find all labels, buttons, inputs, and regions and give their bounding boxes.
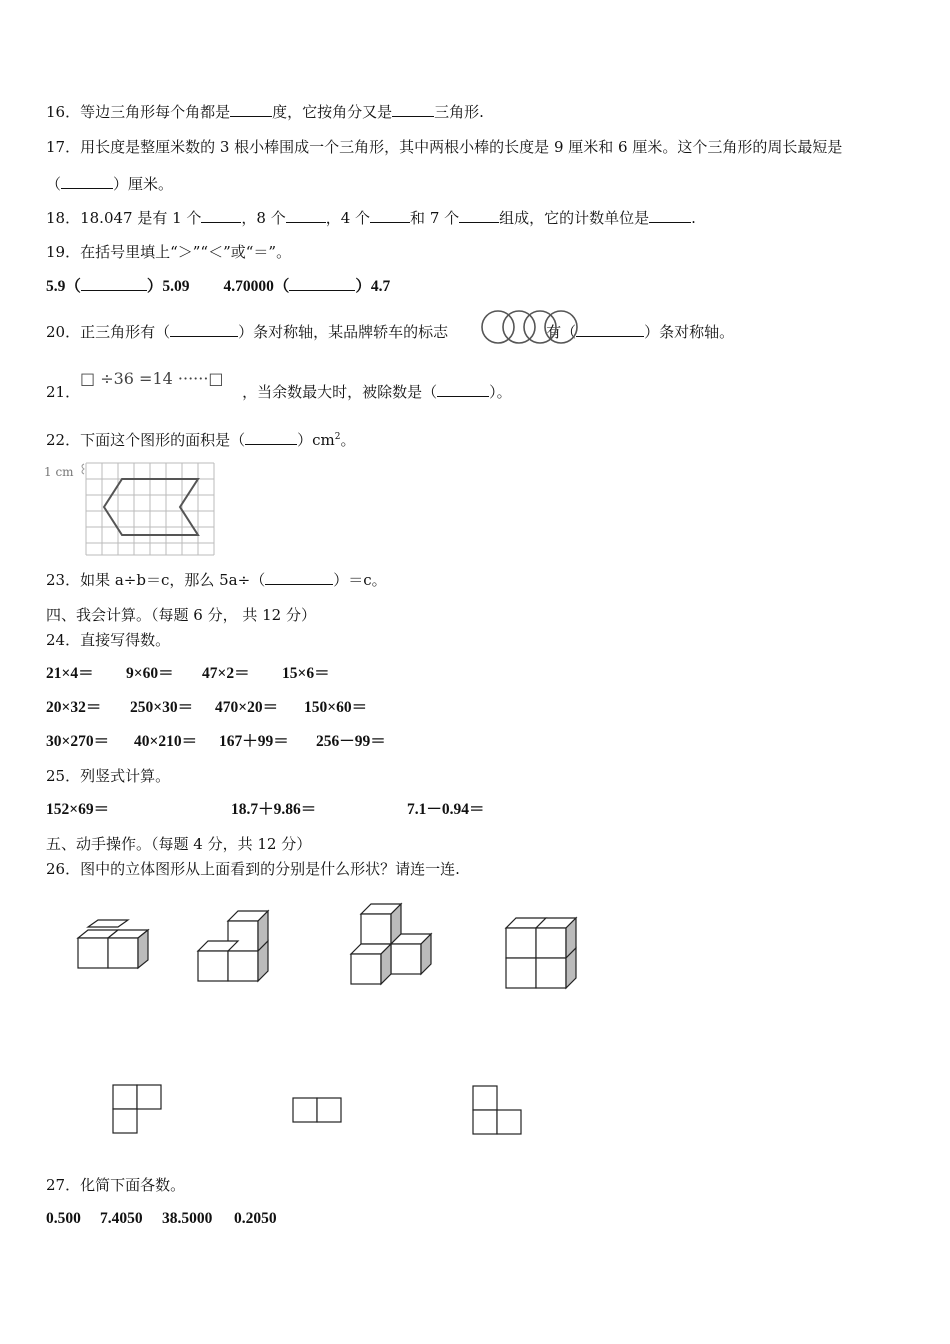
question-19-compare: 5.9（ ）5.09 4.70000（ ）4.7 — [46, 278, 391, 295]
question-22: 22．下面这个图形的面积是（ ）$cm^2$。 — [46, 431, 356, 449]
question-23: 23．如果 a÷b＝c，那么 5a÷（ ）＝c。 — [46, 571, 387, 589]
answer-blank[interactable] — [392, 102, 434, 117]
question-21: 21． ，当余数最大时，被除数是（ ）。 — [46, 383, 512, 401]
solid-figure-1[interactable] — [70, 920, 155, 985]
question-19: 19．在括号里填上“＞”“＜”或“＝”。 — [46, 243, 292, 261]
area-grid-figure — [78, 460, 218, 558]
answer-blank[interactable] — [201, 208, 241, 223]
calc-row: 20×32＝ 250×30＝ 470×20＝ 150×60＝ — [46, 699, 368, 716]
top-view-shape-3[interactable] — [470, 1083, 525, 1138]
question-26: 26．图中的立体图形从上面看到的分别是什么形状？请连一连. — [46, 860, 460, 878]
section-5-heading: 五、动手操作。（每题 4 分，共 12 分） — [46, 835, 312, 853]
question-18: 18．18.047 是有 1 个 ，8 个 ，4 个 和 7 个 组成，它的计数单位是 . — [46, 209, 696, 227]
calc-row: 30×270＝ 40×210＝ 167＋99＝ 256－99＝ — [46, 733, 386, 750]
question-24-title: 24．直接写得数。 — [46, 631, 171, 649]
question-17: 17．用长度是整厘米数的 3 根小棒围成一个三角形，其中两根小棒的长度是 9 厘米和 6 厘米。这个三角形的周长最短是 — [46, 138, 843, 156]
answer-blank[interactable] — [576, 322, 644, 337]
division-formula: □ ÷36 =14 ······□ — [80, 369, 224, 388]
answer-blank[interactable] — [459, 208, 499, 223]
answer-blank[interactable] — [230, 102, 272, 117]
answer-blank[interactable] — [81, 276, 147, 291]
answer-blank[interactable] — [170, 322, 238, 337]
simplify-row: 0.500 7.4050 38.5000 0.2050 — [46, 1210, 277, 1227]
answer-blank[interactable] — [370, 208, 410, 223]
question-25-title: 25．列竖式计算。 — [46, 767, 171, 785]
question-17-line2: （ ）厘米。 — [46, 175, 174, 193]
question-20: 20．正三角形有（ ）条对称轴，某品牌轿车的标志 有（ ）条对称轴。 — [46, 323, 735, 341]
answer-blank[interactable] — [289, 276, 355, 291]
solid-figure-4[interactable] — [498, 912, 588, 992]
solid-figure-2[interactable] — [190, 905, 280, 985]
section-4-heading: 四、我会计算。（每题 6 分， 共 12 分） — [46, 606, 316, 624]
answer-blank[interactable] — [265, 570, 333, 585]
question-27-title: 27．化简下面各数。 — [46, 1176, 186, 1194]
question-16: 16．等边三角形每个角都是 度，它按角分又是 三角形. — [46, 103, 484, 121]
answer-blank[interactable] — [61, 174, 113, 189]
grid-scale-label: 1 cm — [44, 465, 74, 479]
vertical-calc-row: 152×69＝ 18.7＋9.86＝ 7.1－0.94＝ — [46, 801, 485, 818]
calc-row: 21×4＝ 9×60＝ 47×2＝ 15×6＝ — [46, 665, 330, 682]
top-view-shape-2[interactable] — [290, 1095, 345, 1125]
top-view-shape-1[interactable] — [110, 1082, 165, 1137]
answer-blank[interactable] — [245, 430, 297, 445]
answer-blank[interactable] — [286, 208, 326, 223]
answer-blank[interactable] — [649, 208, 691, 223]
solid-figure-3[interactable] — [345, 900, 440, 990]
car-logo-rings-icon — [480, 310, 580, 344]
answer-blank[interactable] — [437, 382, 489, 397]
